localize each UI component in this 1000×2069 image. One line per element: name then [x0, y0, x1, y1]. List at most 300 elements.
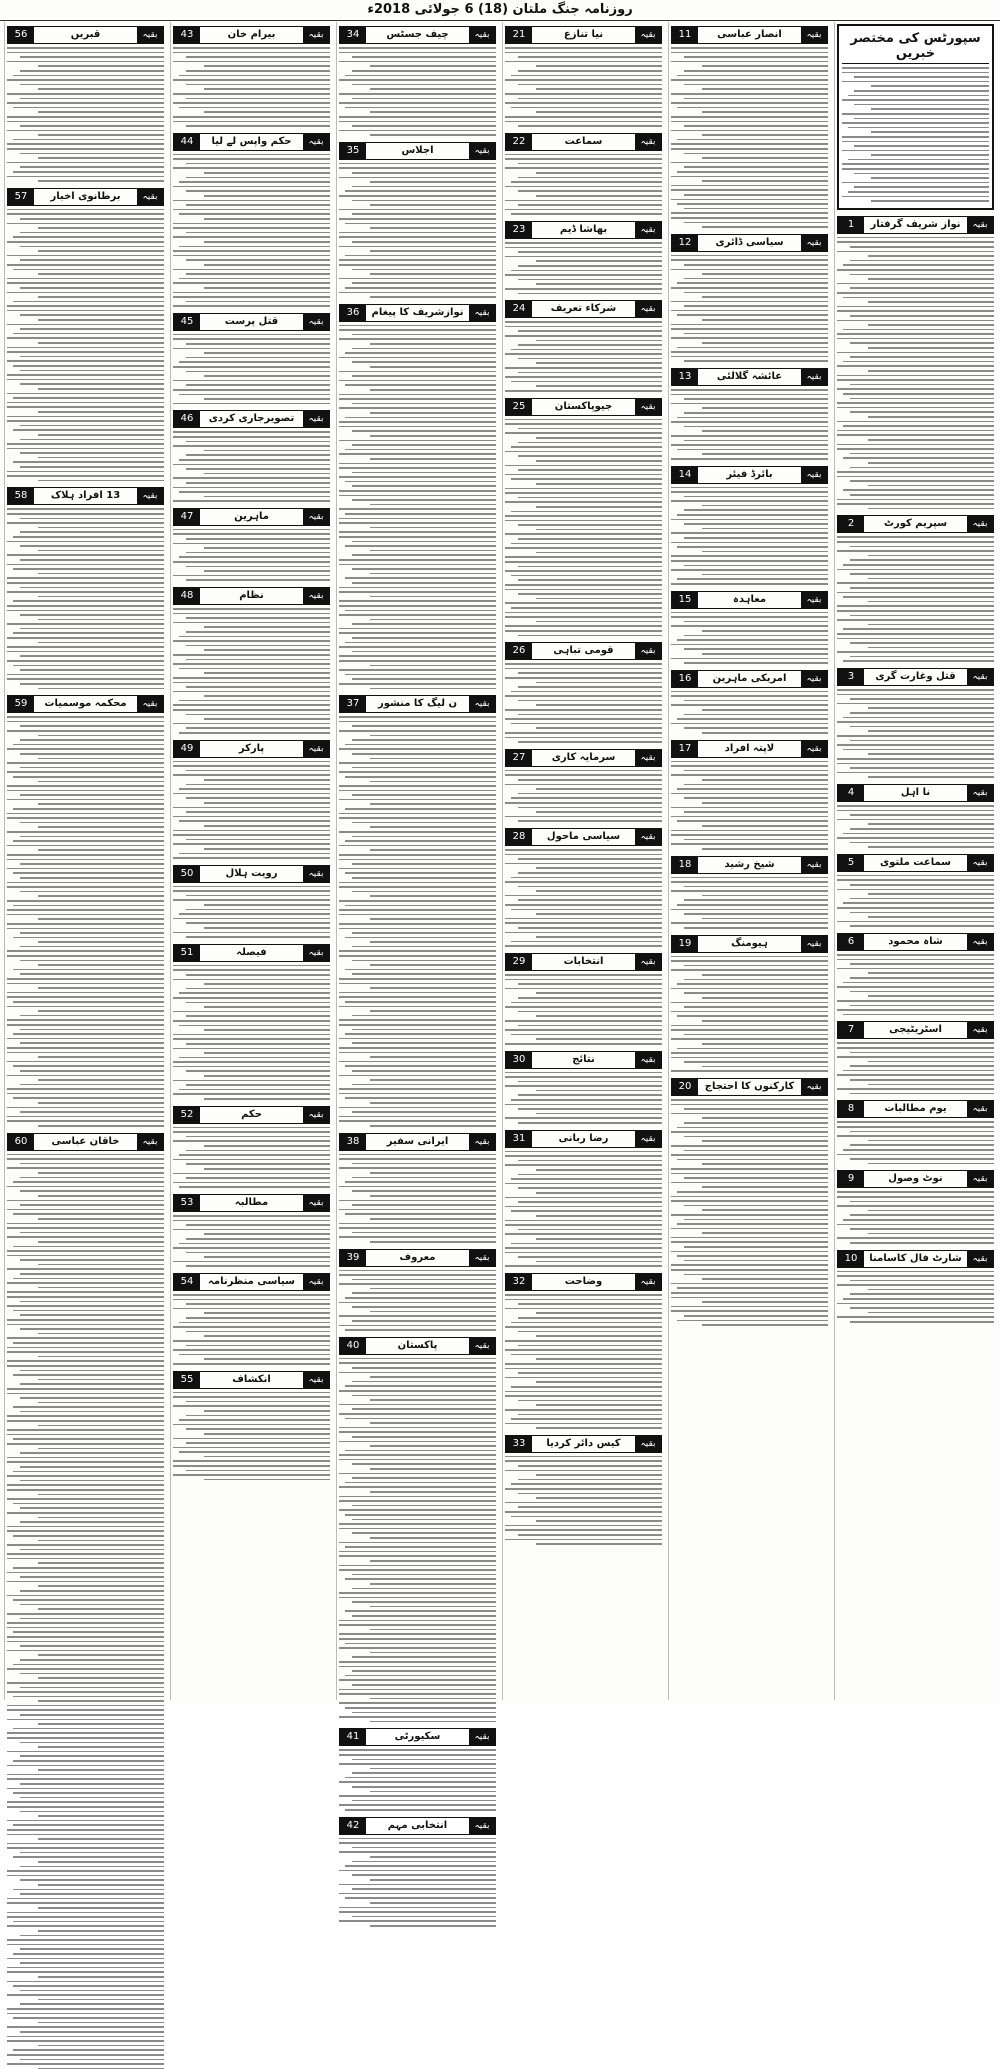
continued-tag: بقیہ	[469, 1134, 495, 1150]
story-text-lines	[339, 1749, 496, 1810]
story-title: پارکر	[238, 742, 265, 754]
story-header	[837, 1170, 994, 1188]
story-title: مطالبہ	[234, 1196, 269, 1208]
continued-tag: بقیہ	[635, 954, 661, 970]
story-58	[7, 487, 164, 689]
story-24	[505, 300, 662, 392]
story-number: 34	[340, 27, 366, 43]
continued-tag: بقیہ	[967, 669, 993, 685]
story-title: جیوپاکستان	[554, 400, 613, 412]
story-25	[505, 398, 662, 637]
story-title: رویت ہلال	[225, 867, 278, 879]
continued-tag: بقیہ	[967, 1022, 993, 1038]
story-4	[837, 784, 994, 848]
story-title: 13 افراد ہلاک	[50, 490, 121, 502]
story-44	[173, 133, 330, 307]
story-number: 8	[838, 1101, 864, 1117]
story-text-lines	[505, 154, 662, 215]
story-number: 23	[506, 222, 532, 238]
story-header	[671, 1078, 828, 1096]
story-header	[339, 1133, 496, 1151]
story-header	[339, 1249, 496, 1267]
continued-tag: بقیہ	[801, 592, 827, 608]
story-number: 52	[174, 1107, 200, 1123]
story-number: 4	[838, 785, 864, 801]
story-18	[671, 856, 828, 929]
story-header	[173, 1371, 330, 1389]
story-text-lines	[339, 325, 496, 690]
story-text-lines	[173, 965, 330, 1100]
story-text-lines	[671, 389, 828, 460]
story-number: 18	[672, 857, 698, 873]
story-text-lines	[671, 47, 828, 228]
story-text-lines	[505, 419, 662, 637]
story-47	[173, 508, 330, 581]
story-1	[837, 216, 994, 510]
continued-tag: بقیہ	[967, 516, 993, 532]
story-text-lines	[671, 956, 828, 1072]
story-text-lines	[339, 1358, 496, 1723]
continued-tag: بقیہ	[469, 1338, 495, 1354]
story-number: 11	[672, 27, 698, 43]
story-header	[173, 587, 330, 605]
continued-tag: بقیہ	[303, 314, 329, 330]
story-text-lines	[173, 154, 330, 307]
story-48	[173, 587, 330, 734]
story-54	[173, 1273, 330, 1365]
story-title: کارکنوں کا احتجاج	[704, 1081, 795, 1093]
story-header	[837, 854, 994, 872]
story-title: خاقان عباسی	[51, 1135, 120, 1147]
story-number: 19	[672, 936, 698, 952]
continued-tag: بقیہ	[967, 934, 993, 950]
continued-tag: بقیہ	[469, 696, 495, 712]
continued-tag: بقیہ	[967, 785, 993, 801]
story-header	[7, 695, 164, 713]
story-header	[173, 1273, 330, 1291]
continued-tag: بقیہ	[801, 467, 827, 483]
continued-tag: بقیہ	[469, 27, 495, 43]
story-title: قبریں	[70, 29, 101, 40]
continued-tag: بقیہ	[635, 27, 661, 43]
story-header	[339, 304, 496, 322]
story-number: 24	[506, 301, 532, 317]
story-title: سماعت ملتوی	[880, 856, 951, 868]
story-51	[173, 944, 330, 1100]
story-text-lines	[505, 1456, 662, 1545]
story-text-lines	[837, 237, 994, 510]
continued-tag: بقیہ	[469, 143, 495, 159]
story-text-lines	[505, 321, 662, 392]
story-header	[837, 933, 994, 951]
story-text-lines	[7, 508, 164, 689]
story-header	[173, 508, 330, 526]
story-number: 29	[506, 954, 532, 970]
story-title: رضا ربانی	[558, 1132, 609, 1144]
story-number: 42	[340, 1818, 366, 1834]
continued-tag: بقیہ	[303, 741, 329, 757]
story-title: پاکستان	[397, 1339, 438, 1351]
story-number: 37	[340, 696, 366, 712]
story-header	[173, 313, 330, 331]
story-6	[837, 933, 994, 1015]
continued-tag: بقیہ	[137, 27, 163, 43]
story-number: 55	[174, 1372, 200, 1388]
story-number: 38	[340, 1134, 366, 1150]
continued-tag: بقیہ	[137, 1134, 163, 1150]
story-19	[671, 935, 828, 1072]
story-text-lines	[671, 487, 828, 585]
story-number: 10	[838, 1251, 864, 1267]
story-header	[505, 1130, 662, 1148]
continued-tag: بقیہ	[967, 855, 993, 871]
continued-tag: بقیہ	[967, 1101, 993, 1117]
continued-tag: بقیہ	[303, 945, 329, 961]
continued-tag: بقیہ	[967, 217, 993, 233]
story-59	[7, 695, 164, 1126]
story-header	[671, 935, 828, 953]
continued-tag: بقیہ	[303, 588, 329, 604]
story-title: کیس دائر کردیا	[546, 1437, 621, 1449]
story-number: 32	[506, 1274, 532, 1290]
story-text-lines	[173, 761, 330, 859]
story-title: معروف	[399, 1251, 436, 1263]
story-number: 20	[672, 1079, 698, 1095]
story-text-lines	[505, 1151, 662, 1267]
story-title: نتائج	[572, 1053, 595, 1065]
story-number: 49	[174, 741, 200, 757]
sports-brief-title: سپورٹس کی مختصر خبریں	[842, 29, 989, 64]
story-37	[339, 695, 496, 1126]
story-header	[7, 1133, 164, 1151]
story-number: 48	[174, 588, 200, 604]
story-title: سیاسی منظرنامہ	[208, 1276, 295, 1288]
continued-tag: بقیہ	[303, 1195, 329, 1211]
story-28	[505, 828, 662, 947]
story-35	[339, 142, 496, 298]
columns-container	[4, 22, 996, 1831]
story-21	[505, 26, 662, 127]
story-number: 59	[8, 696, 34, 712]
story-9	[837, 1170, 994, 1243]
story-text-lines	[7, 1154, 164, 2069]
story-text-lines	[837, 1042, 994, 1094]
story-text-lines	[173, 886, 330, 938]
story-text-lines	[837, 1191, 994, 1243]
continued-tag: بقیہ	[801, 671, 827, 687]
continued-tag: بقیہ	[801, 741, 827, 757]
story-text-lines	[7, 47, 164, 182]
story-text-lines	[7, 209, 164, 482]
story-title: نوٹ وصول	[888, 1173, 943, 1185]
story-title: نیا تنازع	[563, 29, 604, 40]
story-50	[173, 865, 330, 938]
continued-tag: بقیہ	[303, 134, 329, 150]
continued-tag: بقیہ	[303, 1274, 329, 1290]
continued-tag: بقیہ	[635, 1052, 661, 1068]
story-number: 27	[506, 750, 532, 766]
story-text-lines	[173, 1215, 330, 1267]
story-text-lines	[837, 805, 994, 848]
story-header	[173, 26, 330, 44]
column-5	[170, 22, 332, 1700]
story-number: 21	[506, 27, 532, 43]
column-3	[502, 22, 664, 1700]
story-29	[505, 953, 662, 1045]
story-2	[837, 515, 994, 662]
story-number: 54	[174, 1274, 200, 1290]
story-text-lines	[671, 612, 828, 664]
story-title: سکیورٹی	[394, 1731, 441, 1743]
story-27	[505, 749, 662, 822]
story-text-lines	[505, 47, 662, 127]
continued-tag: بقیہ	[303, 411, 329, 427]
story-text-lines	[837, 954, 994, 1015]
story-number: 57	[8, 189, 34, 205]
continued-tag: بقیہ	[137, 189, 163, 205]
story-45	[173, 313, 330, 405]
story-number: 50	[174, 866, 200, 882]
story-title: انکشاف	[232, 1373, 271, 1385]
story-number: 14	[672, 467, 698, 483]
continued-tag: بقیہ	[635, 399, 661, 415]
story-text-lines	[837, 875, 994, 927]
story-text-lines	[339, 1154, 496, 1243]
story-title: اجلاس	[401, 144, 434, 156]
story-title: امریکی ماہرین	[712, 672, 787, 684]
story-number: 58	[8, 488, 34, 504]
story-14	[671, 466, 828, 585]
story-title: برطانوی اخبار	[50, 190, 121, 202]
story-header	[505, 828, 662, 846]
continued-tag: بقیہ	[635, 134, 661, 150]
story-title: تصویرجاری کردی	[208, 413, 295, 425]
story-number: 45	[174, 314, 200, 330]
story-title: شرکاء تعریف	[550, 303, 617, 315]
story-header	[505, 1051, 662, 1069]
continued-tag: بقیہ	[469, 1818, 495, 1834]
story-57	[7, 188, 164, 482]
story-number: 6	[838, 934, 864, 950]
story-number: 5	[838, 855, 864, 871]
story-49	[173, 740, 330, 859]
continued-tag: بقیہ	[801, 1079, 827, 1095]
story-title: نا اہل	[900, 786, 931, 798]
story-number: 46	[174, 411, 200, 427]
story-52	[173, 1106, 330, 1188]
story-text-lines	[339, 1838, 496, 1927]
story-number: 35	[340, 143, 366, 159]
column-4	[336, 22, 498, 1831]
story-42	[339, 1817, 496, 1927]
story-header	[339, 26, 496, 44]
story-title: بیرام خان	[227, 29, 276, 40]
story-header	[339, 1728, 496, 1746]
story-title: ہیومنگ	[731, 937, 768, 949]
story-title: نواز شریف گرفتار	[870, 218, 961, 230]
story-title: بائرڈ فیئر	[726, 468, 773, 480]
story-number: 43	[174, 27, 200, 43]
column-6	[4, 22, 166, 1700]
story-header	[671, 234, 828, 252]
story-header	[173, 740, 330, 758]
story-title: ایرانی سفیر	[386, 1135, 449, 1147]
story-55	[173, 1371, 330, 1481]
story-number: 41	[340, 1729, 366, 1745]
story-header	[671, 670, 828, 688]
story-text-lines	[837, 1271, 994, 1323]
continued-tag: بقیہ	[635, 1436, 661, 1452]
story-title: انصار عباسی	[717, 29, 782, 40]
continued-tag: بقیہ	[303, 509, 329, 525]
story-26	[505, 642, 662, 743]
story-number: 22	[506, 134, 532, 150]
story-title: قومی تباہی	[553, 645, 614, 657]
story-number: 15	[672, 592, 698, 608]
story-41	[339, 1728, 496, 1810]
story-text-lines	[505, 770, 662, 822]
story-header	[837, 1250, 994, 1268]
story-text-lines	[173, 529, 330, 581]
story-text-lines	[339, 1270, 496, 1331]
continued-tag: بقیہ	[967, 1171, 993, 1187]
story-title: انتخابات	[563, 956, 604, 967]
story-header	[505, 1435, 662, 1453]
story-text-lines	[173, 431, 330, 502]
story-53	[173, 1194, 330, 1267]
story-46	[173, 410, 330, 502]
story-56	[7, 26, 164, 182]
story-title: حکم	[241, 1108, 262, 1120]
story-30	[505, 1051, 662, 1124]
story-title: نوازشریف کا پیغام	[371, 306, 464, 318]
story-title: حکم واپس لے لیا	[211, 135, 292, 147]
story-header	[671, 856, 828, 874]
story-title: شیخ رشید	[724, 858, 775, 870]
story-60	[7, 1133, 164, 2069]
story-text-lines	[173, 47, 330, 127]
story-header	[173, 865, 330, 883]
story-number: 39	[340, 1250, 366, 1266]
story-header	[837, 784, 994, 802]
story-number: 28	[506, 829, 532, 845]
story-text-lines	[173, 1392, 330, 1481]
story-header	[7, 487, 164, 505]
story-number: 1	[838, 217, 864, 233]
story-31	[505, 1130, 662, 1267]
continued-tag: بقیہ	[635, 1131, 661, 1147]
story-header	[7, 188, 164, 206]
continued-tag: بقیہ	[801, 857, 827, 873]
story-header	[173, 133, 330, 151]
story-text-lines	[505, 849, 662, 947]
story-title: قتل وغارت گری	[875, 671, 956, 683]
story-text-lines	[671, 691, 828, 734]
story-text-lines	[671, 877, 828, 929]
story-32	[505, 1273, 662, 1429]
story-text-lines	[837, 1121, 994, 1164]
story-text-lines	[671, 1099, 828, 1326]
story-text-lines	[505, 1294, 662, 1429]
story-43	[173, 26, 330, 127]
story-title: اسٹریٹیجی	[889, 1024, 942, 1036]
story-title: قتل پرست	[224, 315, 279, 327]
story-22	[505, 133, 662, 215]
column-2	[668, 22, 830, 1700]
story-number: 56	[8, 27, 34, 43]
story-title: چیف جسٹس	[386, 29, 449, 40]
story-header	[671, 26, 828, 44]
story-text-lines	[505, 1072, 662, 1124]
story-text-lines	[837, 689, 994, 778]
continued-tag: بقیہ	[469, 305, 495, 321]
story-number: 44	[174, 134, 200, 150]
story-7	[837, 1021, 994, 1094]
continued-tag: بقیہ	[635, 643, 661, 659]
continued-tag: بقیہ	[469, 1250, 495, 1266]
story-number: 25	[506, 399, 532, 415]
story-33	[505, 1435, 662, 1545]
story-number: 60	[8, 1134, 34, 1150]
story-text-lines	[505, 974, 662, 1045]
story-title: سپریم کورٹ	[883, 518, 948, 530]
story-header	[173, 1194, 330, 1212]
story-header	[505, 1273, 662, 1291]
story-header	[671, 466, 828, 484]
story-header	[339, 1337, 496, 1355]
story-header	[671, 368, 828, 386]
continued-tag: بقیہ	[635, 750, 661, 766]
story-header	[339, 1817, 496, 1835]
story-header	[505, 749, 662, 767]
story-number: 2	[838, 516, 864, 532]
story-title: وضاحت	[564, 1276, 603, 1288]
story-13	[671, 368, 828, 460]
masthead-date-line: روزنامہ جنگ ملتان (18) 6 جولائی 2018ء	[0, 0, 1000, 21]
story-text-lines	[173, 334, 330, 405]
story-header	[173, 944, 330, 962]
story-number: 53	[174, 1195, 200, 1211]
story-number: 33	[506, 1436, 532, 1452]
story-header	[837, 1021, 994, 1039]
story-header	[173, 1106, 330, 1124]
story-36	[339, 304, 496, 690]
story-header	[837, 668, 994, 686]
story-5	[837, 854, 994, 927]
continued-tag: بقیہ	[801, 936, 827, 952]
story-header	[339, 695, 496, 713]
story-text-lines	[671, 255, 828, 362]
continued-tag: بقیہ	[801, 27, 827, 43]
story-title: فیصلہ	[236, 946, 267, 958]
story-title: نظام	[239, 590, 264, 601]
story-number: 3	[838, 669, 864, 685]
story-text-lines	[173, 1294, 330, 1365]
story-header	[671, 591, 828, 609]
continued-tag: بقیہ	[801, 369, 827, 385]
story-title: ن لیگ کا منشور	[377, 698, 458, 710]
story-header	[505, 642, 662, 660]
story-header	[671, 740, 828, 758]
story-40	[339, 1337, 496, 1723]
story-title: سماعت	[564, 135, 603, 147]
story-text-lines	[339, 47, 496, 136]
story-text-lines	[339, 716, 496, 1126]
story-17	[671, 740, 828, 850]
story-title: یوم مطالبات	[884, 1103, 947, 1115]
story-number: 16	[672, 671, 698, 687]
story-text-lines	[671, 761, 828, 850]
